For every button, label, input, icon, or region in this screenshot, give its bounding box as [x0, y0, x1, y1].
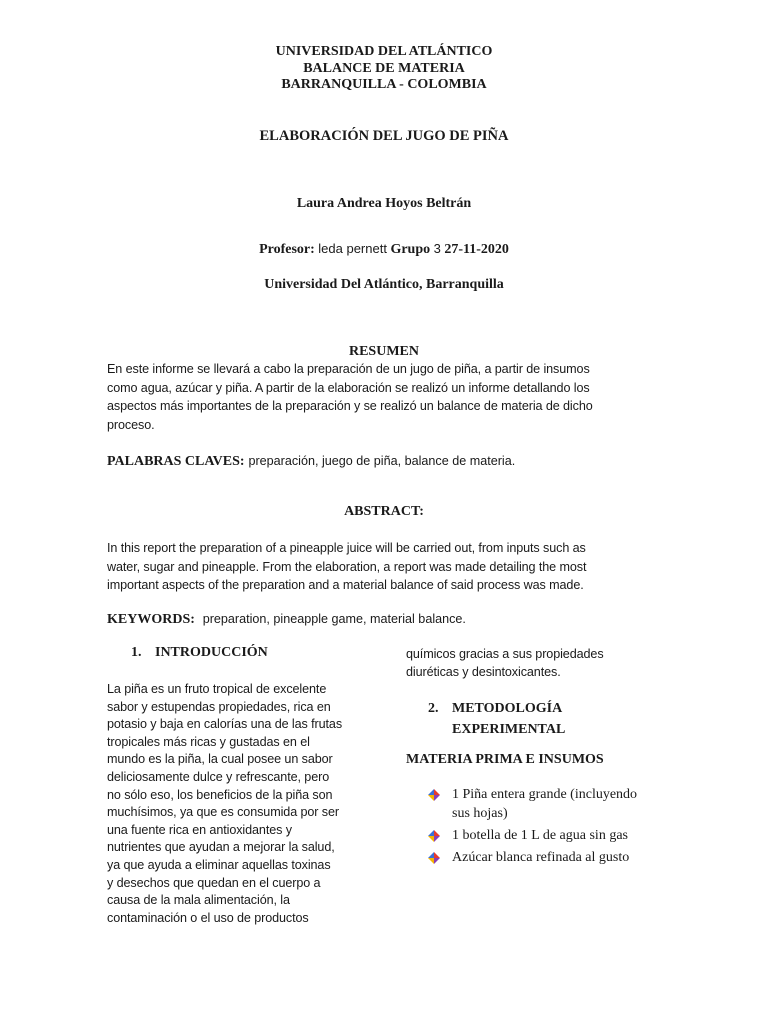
resumen-line: En este informe se llevará a cabo la preparación de un jugo de piña, a partir de insumos — [107, 362, 590, 376]
document-title: ELABORACIÓN DEL JUGO DE PIÑA — [259, 128, 509, 144]
list-item — [428, 785, 668, 823]
professor-name: leda pernett — [318, 241, 387, 256]
keywords — [107, 610, 667, 628]
resumen-body — [107, 360, 661, 434]
intro-line: y desechos que quedan en el cuerpo a — [107, 875, 321, 890]
abstract-heading: ABSTRACT: — [344, 504, 424, 519]
palabras-claves-value: preparación, juego de piña, balance de materia. — [248, 454, 516, 468]
list-item — [428, 848, 668, 867]
institution-header — [0, 44, 768, 94]
intro-line: no sólo eso, los beneficios de la piña son — [107, 787, 333, 802]
intro-line: potasio y baja en calorías una de las frutas — [107, 717, 343, 732]
list-item-text: sus hojas) — [452, 806, 508, 821]
intro-line: químicos gracias a sus propiedades — [406, 647, 604, 661]
section-number: 1. — [131, 645, 142, 660]
list-item-text: Azúcar blanca refinada al gusto — [452, 850, 630, 865]
intro-line: La piña es un fruto tropical de excelente — [107, 682, 327, 696]
resumen-heading: RESUMEN — [348, 344, 419, 359]
section-number: 2. — [428, 701, 439, 716]
four-color-diamond-bullet-icon — [428, 852, 440, 864]
university-name: UNIVERSIDAD DEL ATLÁNTICO — [275, 44, 493, 59]
four-color-diamond-bullet-icon — [428, 789, 440, 801]
intro-line: diuréticas y desintoxicantes. — [406, 664, 561, 679]
date: 27-11-2020 — [444, 242, 509, 257]
list-item-text: 1 Piña entera grande (incluyendo — [452, 787, 638, 802]
professor-line — [0, 241, 768, 258]
intro-line: tropicales más ricas y gustadas en el — [107, 734, 310, 749]
intro-line: contaminación o el uso de productos — [107, 910, 309, 925]
keywords-label: KEYWORDS: — [107, 612, 195, 627]
abstract-body — [107, 539, 661, 595]
course-name: BALANCE DE MATERIA — [303, 60, 465, 76]
intro-line: ya que ayuda a eliminar aquellas toxinas — [107, 857, 331, 872]
intro-continued — [406, 646, 662, 681]
resumen-line: como agua, azúcar y piña. A partir de la elaboración se realizó un informe detallando los — [107, 380, 590, 395]
intro-line: causa de la mala alimentación, la — [107, 893, 290, 908]
resumen-line: proceso. — [107, 417, 155, 432]
intro-heading — [131, 645, 268, 661]
intro-line: nutrientes que ayudan a mejorar la salud, — [107, 840, 335, 855]
four-color-diamond-bullet-icon — [428, 830, 440, 842]
abstract-line: water, sugar and pineapple. From the elaboration, a report was made detailing the most — [107, 559, 587, 574]
keywords-value: preparation, pineapple game, material balance. — [202, 612, 466, 626]
intro-line: mundo es la piña, la cual posee un sabor — [107, 752, 333, 767]
intro-line: muchísimos, ya que es consumida por ser — [107, 805, 339, 820]
resumen-line: aspectos más importantes de la preparación y se realizó un balance de materia de dicho — [107, 399, 593, 413]
materia-prima-subheading: MATERIA PRIMA E INSUMOS — [406, 752, 604, 767]
city-country: BARRANQUILLA - COLOMBIA — [281, 77, 487, 92]
materials-list — [428, 785, 668, 870]
section-title-line1: METODOLOGÍA — [452, 701, 563, 716]
section-title: INTRODUCCIÓN — [155, 645, 268, 660]
palabras-claves — [107, 452, 667, 470]
affiliation: Universidad Del Atlántico, Barranquilla — [264, 277, 504, 292]
palabras-claves-label: PALABRAS CLAVES: — [107, 454, 245, 469]
metodologia-heading — [428, 698, 565, 740]
intro-line: deliciosamente dulce y refrescante, pero — [107, 769, 330, 784]
list-item-text: 1 botella de 1 L de agua sin gas — [452, 828, 628, 843]
intro-body — [107, 681, 362, 927]
abstract-line: important aspects of the preparation and a material balance of said process was made. — [107, 578, 584, 592]
intro-line: una fuente rica en antioxidantes y — [107, 822, 292, 837]
list-item — [428, 826, 668, 845]
group-label: Grupo — [390, 242, 431, 257]
intro-line: sabor y estupendas propiedades, rica en — [107, 699, 331, 714]
abstract-line: In this report the preparation of a pineapple juice will be carried out, from inputs such as — [107, 541, 586, 555]
section-title-line2: EXPERIMENTAL — [452, 722, 566, 737]
group-number: 3 — [433, 241, 441, 256]
professor-label: Profesor: — [259, 242, 315, 257]
author-name: Laura Andrea Hoyos Beltrán — [296, 196, 472, 211]
